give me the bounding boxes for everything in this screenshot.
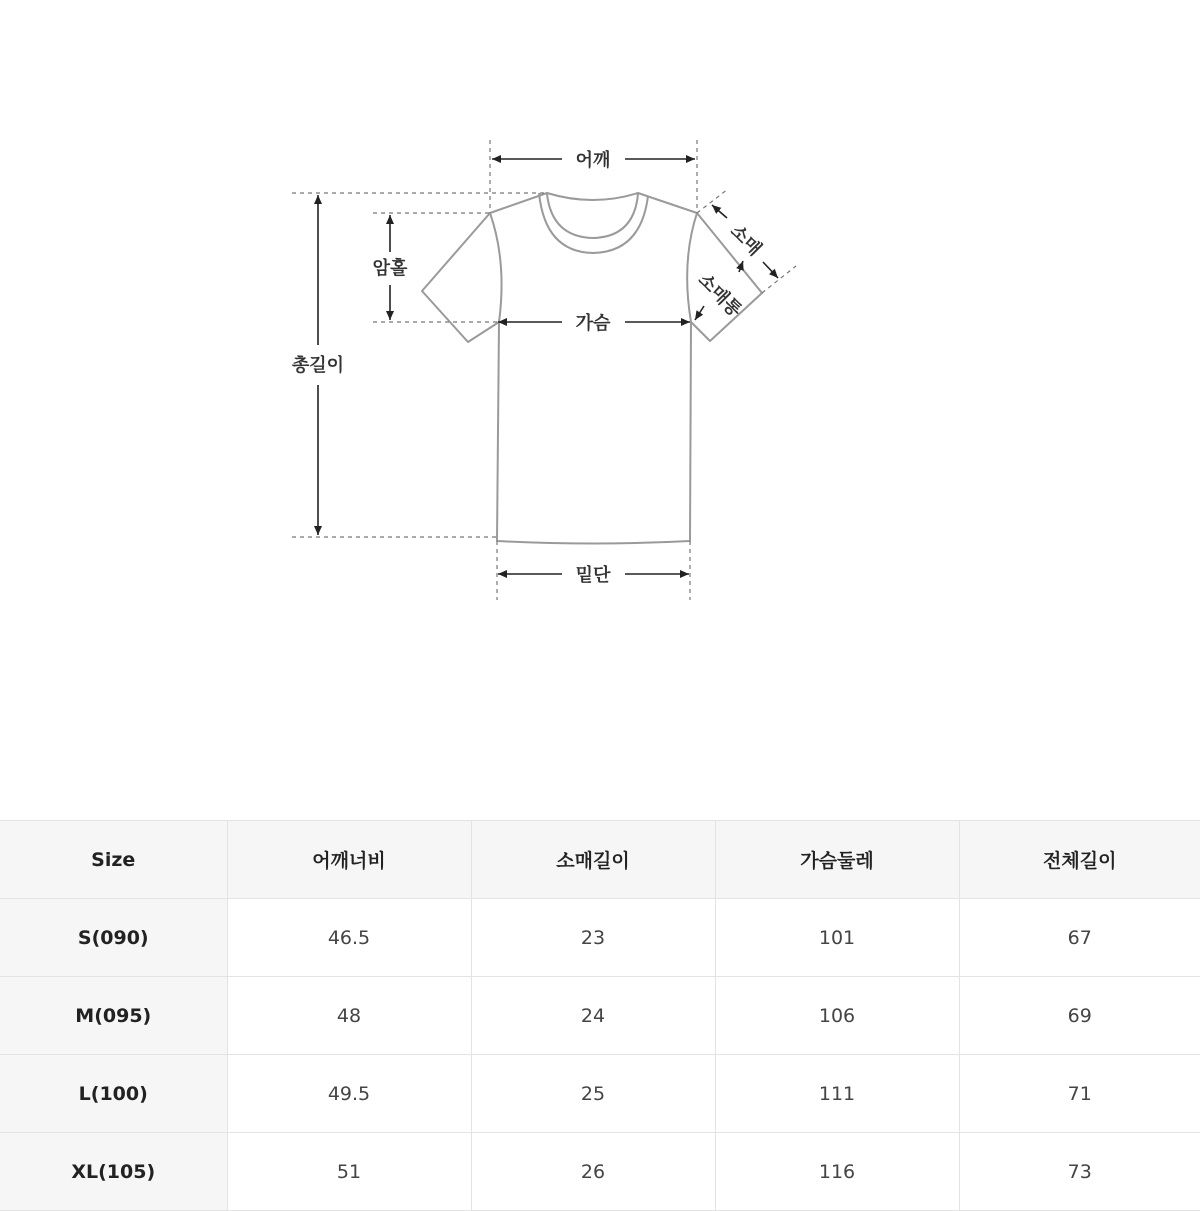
sleeve-arrow-top [712,205,727,218]
size-table [0,820,1200,1211]
shoulder-width-cell: 49.5 [227,1055,471,1133]
chest-label: 가슴 [575,313,611,334]
header-shoulder-width: 어깨너비 [227,821,471,899]
total-length-label: 총길이 [291,355,345,376]
guide-sleeve-end [762,266,796,293]
size-cell: S(090) [0,899,227,977]
chest-circumference-cell: 101 [715,899,959,977]
table-row [0,1133,1200,1211]
size-cell: XL(105) [0,1133,227,1211]
size-cell: L(100) [0,1055,227,1133]
chest-circumference-cell: 116 [715,1133,959,1211]
left-sleeve-seam [490,213,502,322]
header-size: Size [0,821,227,899]
header-row [0,821,1200,899]
sleeve-label: 소매 [725,220,766,261]
sleeve-opening-arrow-lower [695,306,704,320]
tshirt-body-outline [422,193,762,544]
total-length-cell: 67 [959,899,1200,977]
armhole-label: 암홀 [372,258,408,279]
hem-label: 밑단 [575,565,611,586]
right-sleeve-seam [687,213,697,322]
total-length-cell: 69 [959,977,1200,1055]
total-length-cell: 73 [959,1133,1200,1211]
table-row [0,899,1200,977]
measurement-arrows [318,159,778,574]
header-total-length: 전체길이 [959,821,1200,899]
shoulder-label: 어깨 [575,150,611,171]
sleeve-length-cell: 25 [471,1055,715,1133]
header-chest-circumference: 가슴둘레 [715,821,959,899]
table-row [0,977,1200,1055]
table-row [0,1055,1200,1133]
sleeve-arrow-bottom [763,262,778,278]
chest-circumference-cell: 106 [715,977,959,1055]
shoulder-width-cell: 46.5 [227,899,471,977]
size-cell: M(095) [0,977,227,1055]
tshirt-collar-inner [539,193,648,253]
guide-sleeve-top [697,189,728,213]
shoulder-width-cell: 51 [227,1133,471,1211]
size-table-header [0,821,1200,899]
chest-circumference-cell: 111 [715,1055,959,1133]
guide-lines [292,140,796,600]
sleeve-length-cell: 23 [471,899,715,977]
total-length-cell: 71 [959,1055,1200,1133]
sleeve-opening-label: 소매통 [693,269,746,322]
sleeve-length-cell: 24 [471,977,715,1055]
shoulder-width-cell: 48 [227,977,471,1055]
header-sleeve-length: 소매길이 [471,821,715,899]
size-table-body [0,899,1200,1211]
sleeve-length-cell: 26 [471,1133,715,1211]
tshirt-outline [422,193,762,544]
